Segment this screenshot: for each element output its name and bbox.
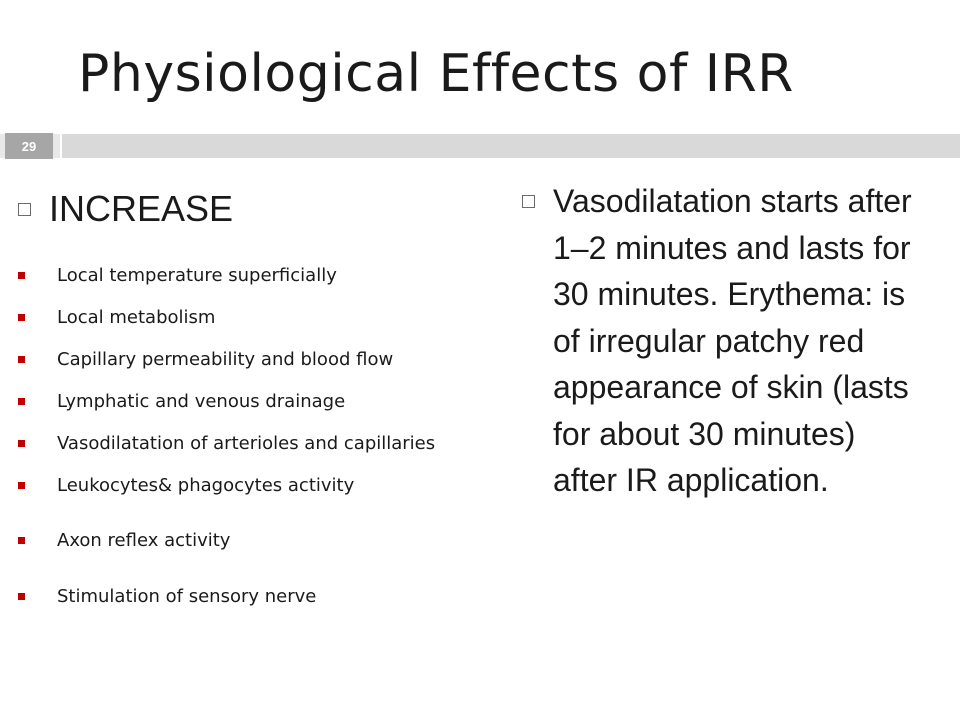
red-square-bullet-icon [18, 356, 25, 363]
list-item-text: Local temperature superficially [57, 265, 337, 286]
slide-number: 29 [5, 133, 53, 159]
square-bullet-icon [18, 203, 31, 216]
slide-title: Physiological Effects of IRR [78, 44, 794, 104]
red-square-bullet-icon [18, 272, 25, 279]
red-square-bullet-icon [18, 398, 25, 405]
list-item-text: Capillary permeability and blood flow [57, 349, 394, 370]
list-item [18, 349, 393, 370]
header-bar [62, 134, 960, 158]
red-square-bullet-icon [18, 593, 25, 600]
list-item [18, 433, 435, 454]
list-item-text: Lymphatic and venous drainage [57, 391, 346, 412]
right-column [522, 178, 942, 504]
red-square-bullet-icon [18, 314, 25, 321]
red-square-bullet-icon [18, 537, 25, 544]
red-square-bullet-icon [18, 482, 25, 489]
square-bullet-icon [522, 195, 535, 208]
increase-heading [18, 185, 488, 233]
vasodilatation-paragraph: Vasodilatation starts after 1–2 minutes and lasts for 30 minutes. Erythema: is of irregular patchy red appearance of skin (lasts for about 30 minutes) after IR application. [553, 183, 912, 498]
left-column [18, 185, 488, 607]
list-item [18, 265, 337, 286]
list-item [18, 530, 230, 551]
list-item [18, 586, 316, 607]
list-item-text: Stimulation of sensory nerve [57, 586, 317, 607]
list-item-text: Vasodilatation of arterioles and capillaries [57, 433, 436, 454]
list-item [18, 307, 215, 328]
list-item [18, 475, 354, 496]
red-square-bullet-icon [18, 440, 25, 447]
list-item-text: Axon reflex activity [57, 530, 231, 551]
list-item-text: Leukocytes& phagocytes activity [57, 475, 355, 496]
list-item-text: Local metabolism [57, 307, 216, 328]
heading-text: INCREASE [49, 188, 234, 229]
list-item [18, 391, 345, 412]
